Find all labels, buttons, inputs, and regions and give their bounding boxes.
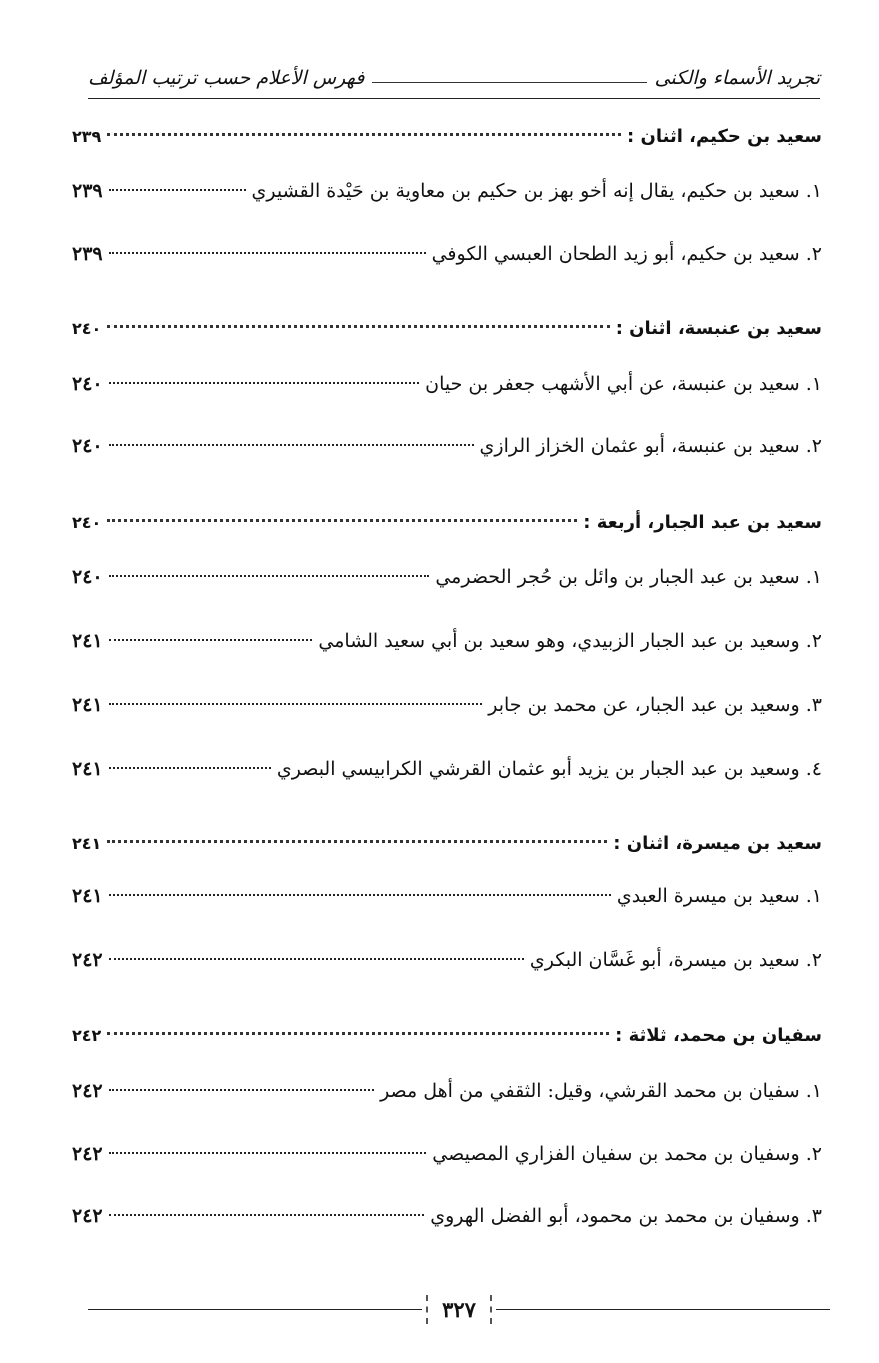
entry-text: ١. سفيان بن محمد القرشي، وقيل: الثقفي من أهل مصر	[380, 1080, 822, 1102]
entry-text: ٢. وسعيد بن عبد الجبار الزبيدي، وهو سعيد بن أبي سعيد الشامي	[318, 630, 822, 652]
dot-leader	[109, 382, 420, 384]
entry-page: ٢٤٢	[72, 1205, 103, 1227]
index-entry	[72, 243, 822, 273]
index-entry	[72, 435, 822, 465]
group-heading-page: ٢٣٩	[72, 127, 102, 146]
entry-page: ٢٤١	[72, 694, 103, 716]
book-title: تجريد الأسماء والكنى	[654, 67, 820, 89]
dot-leader	[107, 1032, 609, 1035]
group-heading-page: ٢٤٠	[72, 319, 102, 338]
dot-leader	[109, 639, 313, 641]
group-heading	[72, 833, 822, 863]
group-heading-text: سعيد بن عنبسة، اثنان :	[615, 318, 822, 339]
dot-leader	[107, 519, 577, 522]
entry-text: ٢. سعيد بن عنبسة، أبو عثمان الخزاز الرازي	[479, 435, 822, 457]
entry-text: ١. سعيد بن عبد الجبار بن وائل بن حُجر الحضرمي	[435, 566, 822, 588]
index-entry	[72, 949, 822, 979]
index-entry	[72, 566, 822, 596]
entry-text: ٣. وسفيان بن محمد بن محمود، أبو الفضل الهروي	[430, 1205, 822, 1227]
page-number: ٣٢٧	[426, 1295, 492, 1324]
footer-rule-right	[496, 1309, 830, 1310]
index-entry	[72, 180, 822, 210]
index-entry	[72, 373, 822, 403]
group-heading	[72, 318, 822, 348]
entry-text: ٢. سعيد بن ميسرة، أبو غَسَّان البكري	[529, 949, 822, 971]
dot-leader	[107, 840, 607, 843]
entry-page: ٢٤١	[72, 885, 103, 907]
group-heading-page: ٢٤١	[72, 834, 102, 853]
group-heading-text: سفيان بن محمد، ثلاثة :	[615, 1025, 822, 1046]
group-heading-text: سعيد بن ميسرة، اثنان :	[613, 833, 822, 854]
footer-rule-left	[88, 1309, 422, 1310]
dot-leader	[109, 1214, 425, 1216]
dot-leader	[109, 767, 271, 769]
entry-page: ٢٤٢	[72, 1080, 103, 1102]
dot-leader	[109, 444, 474, 446]
index-entry	[72, 630, 822, 660]
index-entry	[72, 1205, 822, 1235]
group-heading-text: سعيد بن حكيم، اثنان :	[627, 126, 822, 147]
entry-text: ١. سعيد بن ميسرة العبدي	[616, 885, 822, 907]
entry-page: ٢٤٠	[72, 373, 103, 395]
entry-page: ٢٤١	[72, 758, 103, 780]
entry-page: ٢٤١	[72, 630, 103, 652]
dot-leader	[109, 703, 483, 705]
entry-text: ١. سعيد بن عنبسة، عن أبي الأشهب جعفر بن حيان	[425, 373, 822, 395]
entry-page: ٢٣٩	[72, 243, 103, 265]
entry-text: ٢. وسفيان بن محمد بن سفيان الفزاري المصيصي	[432, 1143, 822, 1165]
entry-page: ٢٤٢	[72, 1143, 103, 1165]
index-entry	[72, 885, 822, 915]
index-entry	[72, 1080, 822, 1110]
entry-text: ٤. وسعيد بن عبد الجبار بن يزيد أبو عثمان القرشي الكرابيسي البصري	[276, 758, 822, 780]
index-entry	[72, 1143, 822, 1173]
index-entry	[72, 694, 822, 724]
entry-text: ٣. وسعيد بن عبد الجبار، عن محمد بن جابر	[488, 694, 822, 716]
entry-page: ٢٤٢	[72, 949, 103, 971]
group-heading-text: سعيد بن عبد الجبار، أربعة :	[583, 512, 822, 533]
dot-leader	[109, 252, 426, 254]
entry-text: ٢. سعيد بن حكيم، أبو زيد الطحان العبسي الكوفي	[431, 243, 822, 265]
entry-page: ٢٤٠	[72, 566, 103, 588]
entry-page: ٢٤٠	[72, 435, 103, 457]
dot-leader	[107, 325, 609, 328]
dot-leader	[109, 575, 430, 577]
entry-page: ٢٣٩	[72, 180, 103, 202]
group-heading	[72, 1025, 822, 1055]
group-heading-page: ٢٤٢	[72, 1026, 102, 1045]
dot-leader	[109, 189, 246, 191]
section-title: فهرس الأعلام حسب ترتيب المؤلف	[88, 67, 365, 89]
dot-leader	[109, 1089, 374, 1091]
dot-leader	[109, 1152, 427, 1154]
entry-text: ١. سعيد بن حكيم، يقال إنه أخو بهز بن حكيم بن معاوية بن حَيْدة القشيري	[251, 180, 822, 202]
index-entry	[72, 758, 822, 788]
page-footer	[88, 1292, 830, 1326]
dot-leader	[109, 958, 524, 960]
group-heading	[72, 126, 822, 156]
dot-leader	[109, 894, 611, 896]
group-heading-page: ٢٤٠	[72, 513, 102, 532]
group-heading	[72, 512, 822, 542]
dot-leader	[107, 133, 621, 136]
